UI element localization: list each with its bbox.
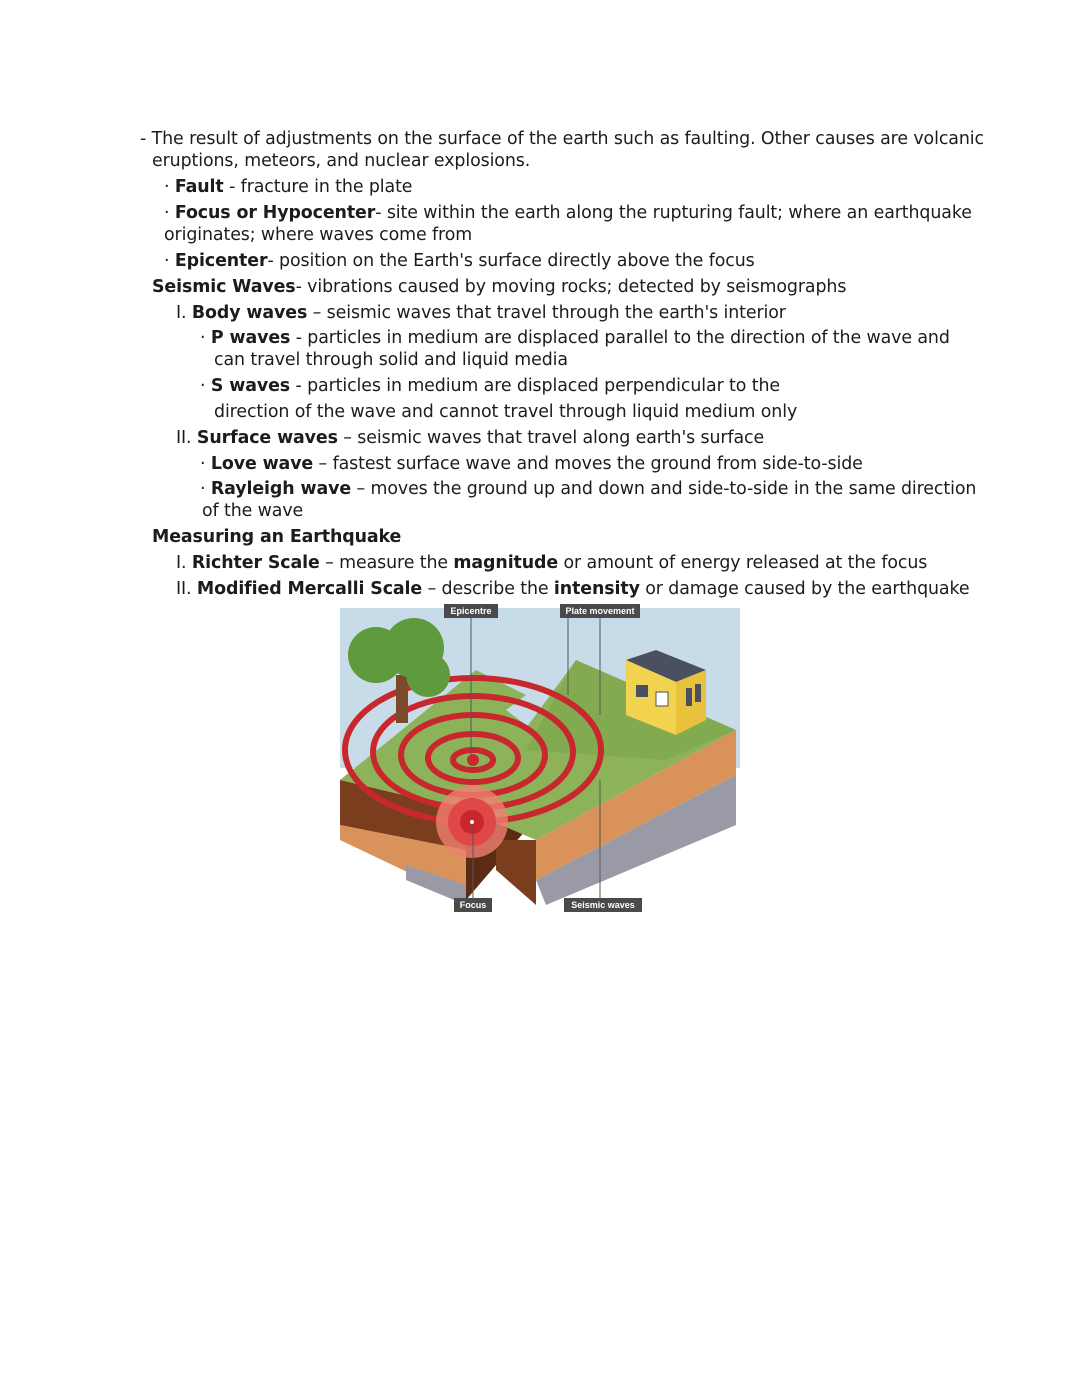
intro-line-1: - The result of adjustments on the surface of the earth such as faulting. Other causes are volcanic [140,129,984,149]
s-waves-line [200,375,780,397]
p-waves-cont: can travel through solid and liquid media [214,350,568,370]
body-def: – seismic waves that travel through the earth's interior [307,303,786,323]
surface-term: Surface waves [196,428,338,448]
mercalli-post: or damage caused by the earthquake [639,579,970,599]
house-window-4 [695,684,701,702]
richter-num: I. [176,553,192,573]
body-waves-line [176,302,786,324]
bullet: · [200,328,206,348]
epicenter-line [164,250,755,272]
bullet: · [164,203,170,223]
tree-trunk [396,675,408,723]
focus-term: Focus or Hypocenter [174,203,376,223]
mercalli-num: II. [176,579,197,599]
house-window-2 [656,692,668,706]
bullet: · [200,479,206,499]
fault-def: - fracture in the plate [223,177,413,197]
seismic-def: - vibrations caused by moving rocks; detected by seismographs [295,277,847,297]
p-term: P waves [210,328,291,348]
s-waves-cont: direction of the wave and cannot travel through liquid medium only [214,402,798,422]
earthquake-diagram [336,600,746,920]
right-soil-side [496,840,536,905]
rayleigh-term: Rayleigh wave [210,479,352,499]
seismic-waves-label: Seismic waves [571,900,635,910]
love-wave-line [200,453,863,475]
love-term: Love wave [210,454,314,474]
body-term: Body waves [191,303,308,323]
focus-label: Focus [459,900,487,910]
rayleigh-wave-cont: of the wave [202,501,304,521]
house-window-3 [686,688,692,706]
rayleigh-def: – moves the ground up and down and side-to-side in the same direction [351,479,977,499]
tree-canopy-3 [406,653,450,697]
focus-line-cont: originates; where waves come from [164,225,473,245]
epicentre-label: Epicentre [450,606,492,616]
p-waves-line [200,327,950,349]
s-def: - particles in medium are displaced perpendicular to the [290,376,780,396]
intro-line-2: eruptions, meteors, and nuclear explosions. [152,151,531,171]
love-def: – fastest surface wave and moves the ground from side-to-side [313,454,863,474]
mercalli-key: intensity [553,579,640,599]
seismic-waves-line [152,276,846,298]
focus-line [164,202,972,224]
measuring-heading [152,526,401,548]
richter-key: magnitude [453,553,559,573]
surface-num: II. [176,428,197,448]
earthquake-illustration [336,600,746,920]
mercalli-pre: – describe the [422,579,554,599]
epicenter-def: - position on the Earth's surface directly above the focus [267,251,755,271]
house-window-1 [636,685,648,697]
fault-line [164,176,412,198]
p-def: - particles in medium are displaced parallel to the direction of the wave and [290,328,950,348]
fault-term: Fault [174,177,224,197]
bullet: · [200,454,206,474]
rayleigh-wave-line [200,478,976,500]
plate-movement-label: Plate movement [565,606,635,616]
surface-def: – seismic waves that travel along earth's surface [337,428,765,448]
richter-term: Richter Scale [191,553,320,573]
mercalli-line [176,578,969,600]
s-term: S waves [210,376,291,396]
seismic-term: Seismic Waves [152,277,296,297]
epicentre-dot [467,754,479,766]
mercalli-term: Modified Mercalli Scale [196,579,423,599]
bullet: · [164,177,170,197]
focus-def: - site within the earth along the rupturing fault; where an earthquake [375,203,972,223]
body-num: I. [176,303,192,323]
richter-line [176,552,927,574]
richter-pre: – measure the [319,553,454,573]
bullet: · [200,376,206,396]
focus-point [470,820,474,824]
epicenter-term: Epicenter [174,251,268,271]
bullet: · [164,251,170,271]
richter-post: or amount of energy released at the focus [558,553,928,573]
measuring-title: Measuring an Earthquake [152,527,402,547]
surface-waves-line [176,427,764,449]
